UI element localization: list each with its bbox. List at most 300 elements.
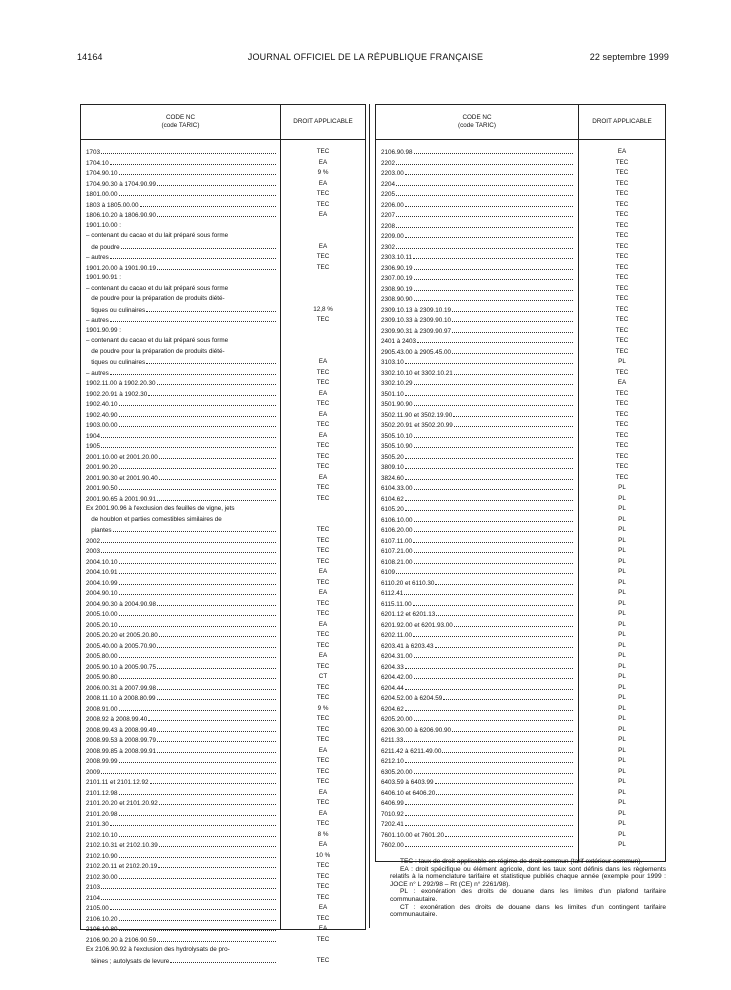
table-row bbox=[376, 536, 665, 547]
duty-cell: PL bbox=[618, 673, 626, 680]
code-text: 2004.90.10 bbox=[86, 590, 118, 597]
table-row bbox=[376, 441, 665, 452]
duty-cell: TEC bbox=[316, 736, 330, 743]
table-row bbox=[376, 662, 665, 673]
code-text: 2302 bbox=[381, 243, 396, 251]
code-text: de poudre pour la préparation de produits diété- bbox=[86, 347, 225, 355]
code-text: 2004.10.10 bbox=[86, 558, 118, 566]
code-text: 6105.20 bbox=[381, 506, 404, 513]
duty-cell: PL bbox=[618, 725, 626, 733]
code-text: 1901.20.00 à 1901.90.19 bbox=[86, 264, 157, 272]
duty-cell: PL bbox=[618, 547, 626, 554]
table-row bbox=[81, 179, 365, 190]
table-row bbox=[81, 504, 365, 515]
table-row bbox=[376, 158, 665, 169]
duty-cell: TEC bbox=[615, 274, 629, 281]
code-text: 2001.90.30 et 2001.90.40 bbox=[86, 474, 158, 482]
code-text: 1903.00.00 bbox=[86, 422, 118, 429]
table-row bbox=[81, 494, 365, 505]
duty-cell: TEC bbox=[316, 799, 330, 806]
table-row bbox=[376, 620, 665, 631]
table-row bbox=[81, 147, 365, 158]
table-row bbox=[81, 851, 365, 862]
table-row bbox=[81, 788, 365, 799]
code-text: 2104 bbox=[86, 894, 101, 902]
code-text: 2101.12.98 bbox=[86, 789, 118, 797]
table-row bbox=[376, 210, 665, 221]
table-row bbox=[81, 305, 365, 316]
code-text: 1901.90.91 : bbox=[86, 274, 122, 281]
table-row bbox=[376, 525, 665, 536]
duty-cell: TEC bbox=[615, 431, 629, 439]
code-text: 2003 bbox=[86, 548, 101, 555]
duty-cell: TEC bbox=[316, 452, 330, 460]
duty-cell: PL bbox=[618, 505, 626, 512]
table-row bbox=[376, 263, 665, 274]
duty-cell: TEC bbox=[316, 725, 330, 733]
duty-cell: PL bbox=[618, 767, 626, 775]
tariff-table-right bbox=[375, 104, 666, 862]
code-cell bbox=[86, 336, 276, 347]
table-row bbox=[81, 357, 365, 368]
table-row bbox=[376, 788, 665, 799]
code-text: 6107.21.00 bbox=[381, 548, 413, 555]
table-row bbox=[376, 840, 665, 851]
duty-cell: TEC bbox=[615, 410, 629, 418]
duty-cell: CT bbox=[318, 673, 328, 680]
code-text: 2105.00 bbox=[86, 905, 109, 912]
table-row bbox=[376, 746, 665, 757]
code-text: 2106.90.98 bbox=[381, 149, 413, 156]
duty-cell: PL bbox=[618, 484, 626, 491]
duty-cell: PL bbox=[618, 557, 626, 565]
duty-cell: PL bbox=[618, 704, 626, 712]
code-text: 2005.20.10 bbox=[86, 621, 118, 629]
code-text: – autres bbox=[86, 369, 109, 377]
duty-cell: EA bbox=[318, 242, 328, 250]
duty-cell: TEC bbox=[316, 820, 330, 827]
code-text: 2001.10.00 et 2001.20.00 bbox=[86, 453, 158, 461]
table-row bbox=[81, 914, 365, 925]
duty-cell: TEC bbox=[316, 883, 330, 890]
duty-cell: 9 % bbox=[317, 704, 329, 712]
duty-cell: EA bbox=[318, 410, 328, 418]
code-text: 2008.91.00 bbox=[86, 705, 118, 713]
code-text: 6115.11.00 bbox=[381, 600, 412, 608]
code-text: tiques ou culinaires bbox=[86, 359, 146, 366]
table-row bbox=[376, 315, 665, 326]
table-row bbox=[81, 704, 365, 715]
duty-cell: EA bbox=[318, 809, 328, 817]
table-row bbox=[81, 242, 365, 253]
code-text: plantes bbox=[86, 527, 112, 534]
table-row bbox=[81, 798, 365, 809]
code-taric-label: (code TARIC) bbox=[458, 122, 496, 129]
table-row bbox=[81, 221, 365, 232]
duty-cell: EA bbox=[318, 620, 328, 628]
code-text: 2106.10.20 bbox=[86, 915, 118, 923]
table-row bbox=[81, 399, 365, 410]
code-text: 1704.10 bbox=[86, 159, 109, 167]
code-text: 2102.10.10 bbox=[86, 831, 118, 839]
code-text: 2103 bbox=[86, 884, 101, 891]
duty-cell: PL bbox=[618, 358, 626, 365]
table-row bbox=[376, 200, 665, 211]
duty-cell: EA bbox=[318, 841, 328, 848]
table-row bbox=[81, 840, 365, 851]
code-text: 1704.90.10 bbox=[86, 170, 118, 177]
code-text: 1902.40.90 bbox=[86, 411, 118, 419]
table-row bbox=[81, 662, 365, 673]
table-row bbox=[81, 945, 365, 956]
code-text: de poudre pour la préparation de produits diété- bbox=[86, 295, 225, 302]
table-row bbox=[376, 630, 665, 641]
table-row bbox=[376, 273, 665, 284]
code-text: 2002 bbox=[86, 537, 101, 545]
table-row bbox=[81, 389, 365, 400]
code-text: 6403.59 à 6403.99 bbox=[381, 779, 434, 786]
duty-cell: PL bbox=[618, 526, 626, 533]
table-row bbox=[376, 168, 665, 179]
code-text: 6204.33 bbox=[381, 663, 404, 671]
table-row bbox=[81, 231, 365, 242]
table-row bbox=[81, 777, 365, 788]
duty-cell: TEC bbox=[615, 368, 629, 376]
code-text: 3809.10 bbox=[381, 464, 404, 471]
duty-cell: TEC bbox=[316, 400, 330, 407]
table-row bbox=[81, 473, 365, 484]
header-rule bbox=[81, 139, 365, 140]
code-cell bbox=[86, 515, 276, 526]
duty-cell: TEC bbox=[316, 683, 330, 691]
table-row bbox=[81, 924, 365, 935]
code-text: 1806.10.20 à 1806.90.90 bbox=[86, 212, 157, 219]
code-text: 3501.90.90 bbox=[381, 401, 413, 408]
table-row bbox=[376, 683, 665, 694]
duty-cell: EA bbox=[318, 158, 328, 166]
code-text: 2005.80.00 bbox=[86, 653, 118, 660]
duty-cell: PL bbox=[618, 757, 626, 764]
duty-cell: TEC bbox=[316, 379, 330, 386]
code-text: 2008.99.99 bbox=[86, 758, 118, 765]
code-text: 2004.90.30 à 2004.90.98 bbox=[86, 600, 157, 608]
code-taric-label: (code TARIC) bbox=[161, 122, 200, 129]
code-text: 2004.10.99 bbox=[86, 579, 118, 587]
code-text: 2306.90.19 bbox=[381, 264, 413, 272]
code-text: – autres bbox=[86, 317, 109, 324]
table-row bbox=[376, 504, 665, 515]
table-row bbox=[376, 578, 665, 589]
duty-header bbox=[579, 105, 665, 139]
code-text: 6203.41 à 6203.43 bbox=[381, 642, 434, 650]
duty-cell: EA bbox=[318, 179, 328, 187]
duty-cell: PL bbox=[618, 536, 626, 544]
code-text: – autres bbox=[86, 254, 109, 261]
code-text: 3302.10.29 bbox=[381, 380, 413, 387]
code-text: 2102.30.00 bbox=[86, 873, 118, 881]
code-text: 2005.90.10 à 2005.90.75 bbox=[86, 663, 157, 671]
duty-cell: TEC bbox=[316, 778, 330, 785]
duty-cell: TEC bbox=[316, 578, 330, 586]
table-row bbox=[81, 693, 365, 704]
table-row bbox=[81, 735, 365, 746]
code-text: 3501.10 bbox=[381, 390, 404, 398]
code-cell bbox=[86, 294, 276, 305]
table-row bbox=[376, 588, 665, 599]
code-text: 2102.20.11 et 2102.20.19 bbox=[86, 863, 158, 870]
table-row bbox=[376, 641, 665, 652]
duty-cell: 8 % bbox=[317, 830, 329, 838]
code-text: 2401 à 2403 bbox=[381, 338, 417, 345]
duty-header bbox=[281, 105, 365, 139]
code-text: 2106.10.80 bbox=[86, 926, 118, 933]
code-text: 2008.99.43 à 2008.99.49 bbox=[86, 726, 157, 734]
duty-cell: PL bbox=[618, 841, 626, 848]
duty-cell: EA bbox=[318, 925, 328, 932]
table-row bbox=[376, 798, 665, 809]
legend-pl: PL : exonération des droits de douane dans les limites d'un plafond tarifaire communautaire. bbox=[390, 888, 666, 903]
duty-cell: TEC bbox=[615, 169, 629, 176]
table-row bbox=[81, 326, 365, 337]
legend bbox=[390, 858, 666, 919]
table-row bbox=[376, 147, 665, 158]
table-row bbox=[376, 252, 665, 263]
code-text: 2101.11 et 2101.12.92 bbox=[86, 779, 149, 786]
code-text: 2008.99.85 à 2008.99.91 bbox=[86, 747, 157, 755]
table-row bbox=[81, 620, 365, 631]
code-text: 2006.00.31 à 2007.99.98 bbox=[86, 684, 157, 692]
code-text: 1902.40.10 bbox=[86, 401, 118, 408]
duty-cell: PL bbox=[618, 620, 626, 628]
duty-cell: TEC bbox=[316, 767, 330, 775]
code-text: 2203.00 bbox=[381, 170, 404, 177]
code-text: 2307.00.19 bbox=[381, 275, 413, 282]
table-row bbox=[376, 473, 665, 484]
code-text: 2303.10.11 bbox=[381, 254, 413, 261]
table-row bbox=[376, 368, 665, 379]
table-row bbox=[376, 735, 665, 746]
table-row bbox=[376, 347, 665, 358]
table-row bbox=[81, 903, 365, 914]
code-text: 6211.33 bbox=[381, 737, 404, 744]
duty-cell: PL bbox=[618, 683, 626, 691]
table-row bbox=[81, 746, 365, 757]
code-text: 3502.20.91 et 3502.20.99 bbox=[381, 422, 453, 429]
duty-cell: TEC bbox=[316, 253, 330, 260]
table-row bbox=[376, 221, 665, 232]
table-row bbox=[81, 284, 365, 295]
duty-cell: PL bbox=[618, 715, 626, 722]
duty-cell: TEC bbox=[615, 442, 629, 449]
duty-cell: TEC bbox=[615, 221, 629, 229]
code-text: 2207 bbox=[381, 212, 396, 219]
code-text: 6204.31.00 bbox=[381, 653, 413, 660]
code-text: 2005.10.00 bbox=[86, 611, 118, 618]
code-text: de houblon et parties comestibles similaires de bbox=[86, 515, 222, 523]
table-row bbox=[81, 767, 365, 778]
duty-cell: TEC bbox=[316, 526, 330, 533]
duty-cell: TEC bbox=[316, 200, 330, 208]
code-text: 2008.11.10 à 2008.80.99 bbox=[86, 695, 156, 702]
duty-cell: PL bbox=[618, 641, 626, 649]
table-row bbox=[81, 410, 365, 421]
code-text: 7010.92 bbox=[381, 810, 404, 818]
code-text: 6110.20 et 6110.30 bbox=[381, 579, 435, 587]
legend-ct: CT : exonération des droits de douane dans les limites d'un contingent tarifaire communautaire. bbox=[390, 903, 666, 919]
table-row bbox=[81, 830, 365, 841]
table-row bbox=[81, 525, 365, 536]
table-row bbox=[81, 609, 365, 620]
duty-cell: EA bbox=[318, 652, 328, 659]
duty-cell: TEC bbox=[316, 935, 330, 943]
code-text: 2308.90.90 bbox=[381, 296, 413, 303]
code-text: 7602.00 bbox=[381, 842, 404, 849]
table-row bbox=[376, 672, 665, 683]
code-nc-header bbox=[376, 105, 578, 139]
table-row bbox=[376, 599, 665, 610]
code-text: Ex 2001.90.96 à l'exclusion des feuilles de vigne, jets bbox=[86, 505, 235, 512]
code-text: 2005.90.80 bbox=[86, 674, 118, 681]
duty-cell: TEC bbox=[615, 389, 629, 397]
table-row bbox=[81, 683, 365, 694]
duty-cell: PL bbox=[618, 652, 626, 659]
code-text: 1703 bbox=[86, 149, 101, 156]
duty-cell: TEC bbox=[615, 452, 629, 460]
duty-cell: TEC bbox=[615, 263, 629, 271]
table-row bbox=[376, 452, 665, 463]
code-text: 2309.90.31 à 2309.90.97 bbox=[381, 327, 452, 335]
duty-label: DROIT APPLICABLE bbox=[293, 118, 353, 125]
code-text: – contenant du cacao et du lait préparé sous forme bbox=[86, 232, 229, 239]
table-row bbox=[81, 263, 365, 274]
table-row bbox=[81, 168, 365, 179]
duty-cell: PL bbox=[618, 494, 626, 502]
publication-date: 22 septembre 1999 bbox=[589, 52, 669, 62]
duty-cell: TEC bbox=[615, 200, 629, 208]
code-text: 2009 bbox=[86, 768, 101, 776]
duty-cell: EA bbox=[318, 389, 328, 397]
duty-cell: TEC bbox=[316, 893, 330, 901]
duty-cell: TEC bbox=[316, 872, 330, 880]
duty-cell: TEC bbox=[316, 862, 330, 869]
duty-cell: PL bbox=[618, 830, 626, 838]
duty-cell: TEC bbox=[316, 442, 330, 449]
code-text: 6104.33.00 bbox=[381, 485, 413, 492]
duty-cell: TEC bbox=[316, 494, 330, 502]
code-text: 6104.62 bbox=[381, 495, 404, 503]
duty-cell: EA bbox=[318, 211, 328, 218]
code-cell bbox=[86, 504, 276, 515]
table-row bbox=[376, 557, 665, 568]
table-row bbox=[81, 189, 365, 200]
table-row bbox=[81, 420, 365, 431]
table-row bbox=[81, 651, 365, 662]
table-row bbox=[376, 483, 665, 494]
table-row bbox=[81, 200, 365, 211]
table-row bbox=[81, 872, 365, 883]
duty-cell: TEC bbox=[615, 316, 629, 323]
table-row bbox=[376, 189, 665, 200]
table-row bbox=[81, 452, 365, 463]
code-text: 6204.52.00 à 6204.59 bbox=[381, 695, 443, 702]
table-row bbox=[81, 588, 365, 599]
table-row bbox=[376, 819, 665, 830]
code-text: 2204 bbox=[381, 180, 396, 188]
duty-cell: TEC bbox=[316, 956, 330, 964]
duty-cell: TEC bbox=[316, 190, 330, 197]
table-row bbox=[376, 777, 665, 788]
code-text: 2202 bbox=[381, 159, 396, 167]
code-cell bbox=[86, 956, 276, 968]
duty-cell: PL bbox=[618, 746, 626, 754]
duty-cell: 10 % bbox=[315, 851, 331, 859]
duty-cell: EA bbox=[318, 358, 328, 365]
code-text: 2209.00 bbox=[381, 233, 404, 240]
code-cell bbox=[86, 347, 276, 358]
duty-cell: EA bbox=[318, 431, 328, 439]
duty-cell: TEC bbox=[615, 295, 629, 302]
code-text: 2004.10.91 bbox=[86, 569, 118, 576]
code-text: 6206.30.00 à 6206.90.90 bbox=[381, 726, 452, 734]
table-row bbox=[81, 210, 365, 221]
table-row bbox=[81, 536, 365, 547]
table-row bbox=[376, 378, 665, 389]
code-text: 2208 bbox=[381, 222, 396, 230]
table-row bbox=[81, 431, 365, 442]
table-row bbox=[81, 315, 365, 326]
code-text: 6212.10 bbox=[381, 758, 404, 765]
code-text: 6106.20.00 bbox=[381, 527, 413, 534]
table-row bbox=[376, 714, 665, 725]
header-rule bbox=[376, 139, 665, 140]
code-text: 7601.10.00 et 7601.20 bbox=[381, 831, 445, 839]
duty-cell: TEC bbox=[316, 148, 330, 155]
duty-cell: PL bbox=[618, 799, 626, 806]
code-text: 1901.10.00 : bbox=[86, 221, 122, 229]
table-body bbox=[376, 147, 665, 851]
table-row bbox=[81, 368, 365, 379]
code-text: 1901.90.99 : bbox=[86, 326, 122, 334]
duty-cell: EA bbox=[318, 746, 328, 754]
duty-cell: PL bbox=[618, 694, 626, 701]
code-text: tiques ou culinaires bbox=[86, 306, 146, 314]
duty-cell: TEC bbox=[615, 284, 629, 292]
duty-cell: TEC bbox=[615, 211, 629, 218]
duty-cell: EA bbox=[318, 788, 328, 796]
duty-cell: TEC bbox=[316, 715, 330, 722]
code-text: 1803 à 1805.00.00 bbox=[86, 201, 139, 209]
tariff-table-left bbox=[80, 104, 366, 965]
duty-cell: PL bbox=[618, 578, 626, 586]
code-text: 3824.60 bbox=[381, 474, 404, 482]
table-row bbox=[376, 326, 665, 337]
code-cell bbox=[86, 231, 276, 242]
table-row bbox=[376, 704, 665, 715]
code-cell bbox=[86, 945, 276, 956]
table-row bbox=[376, 494, 665, 505]
duty-cell: TEC bbox=[316, 463, 330, 470]
code-cell bbox=[86, 326, 276, 337]
code-text: 6201.92.00 et 6201.93.00 bbox=[381, 621, 453, 629]
table-row bbox=[376, 231, 665, 242]
code-text: 2101.30 bbox=[86, 821, 109, 828]
duty-cell: TEC bbox=[316, 368, 330, 376]
code-text: – contenant du cacao et du lait préparé sous forme bbox=[86, 284, 229, 292]
table-row bbox=[81, 599, 365, 610]
duty-cell: TEC bbox=[316, 757, 330, 764]
legend-ea: EA : droit spécifique ou élément agricole, dont les taux sont définis dans les règlements relatifs à la nomenclature tarifaire et statistique publiés chaque année (exemple pour 1999 : JOCE n° L 292/98 – Rt (CE) n° 2261/98). bbox=[390, 865, 666, 888]
table-row bbox=[81, 483, 365, 494]
